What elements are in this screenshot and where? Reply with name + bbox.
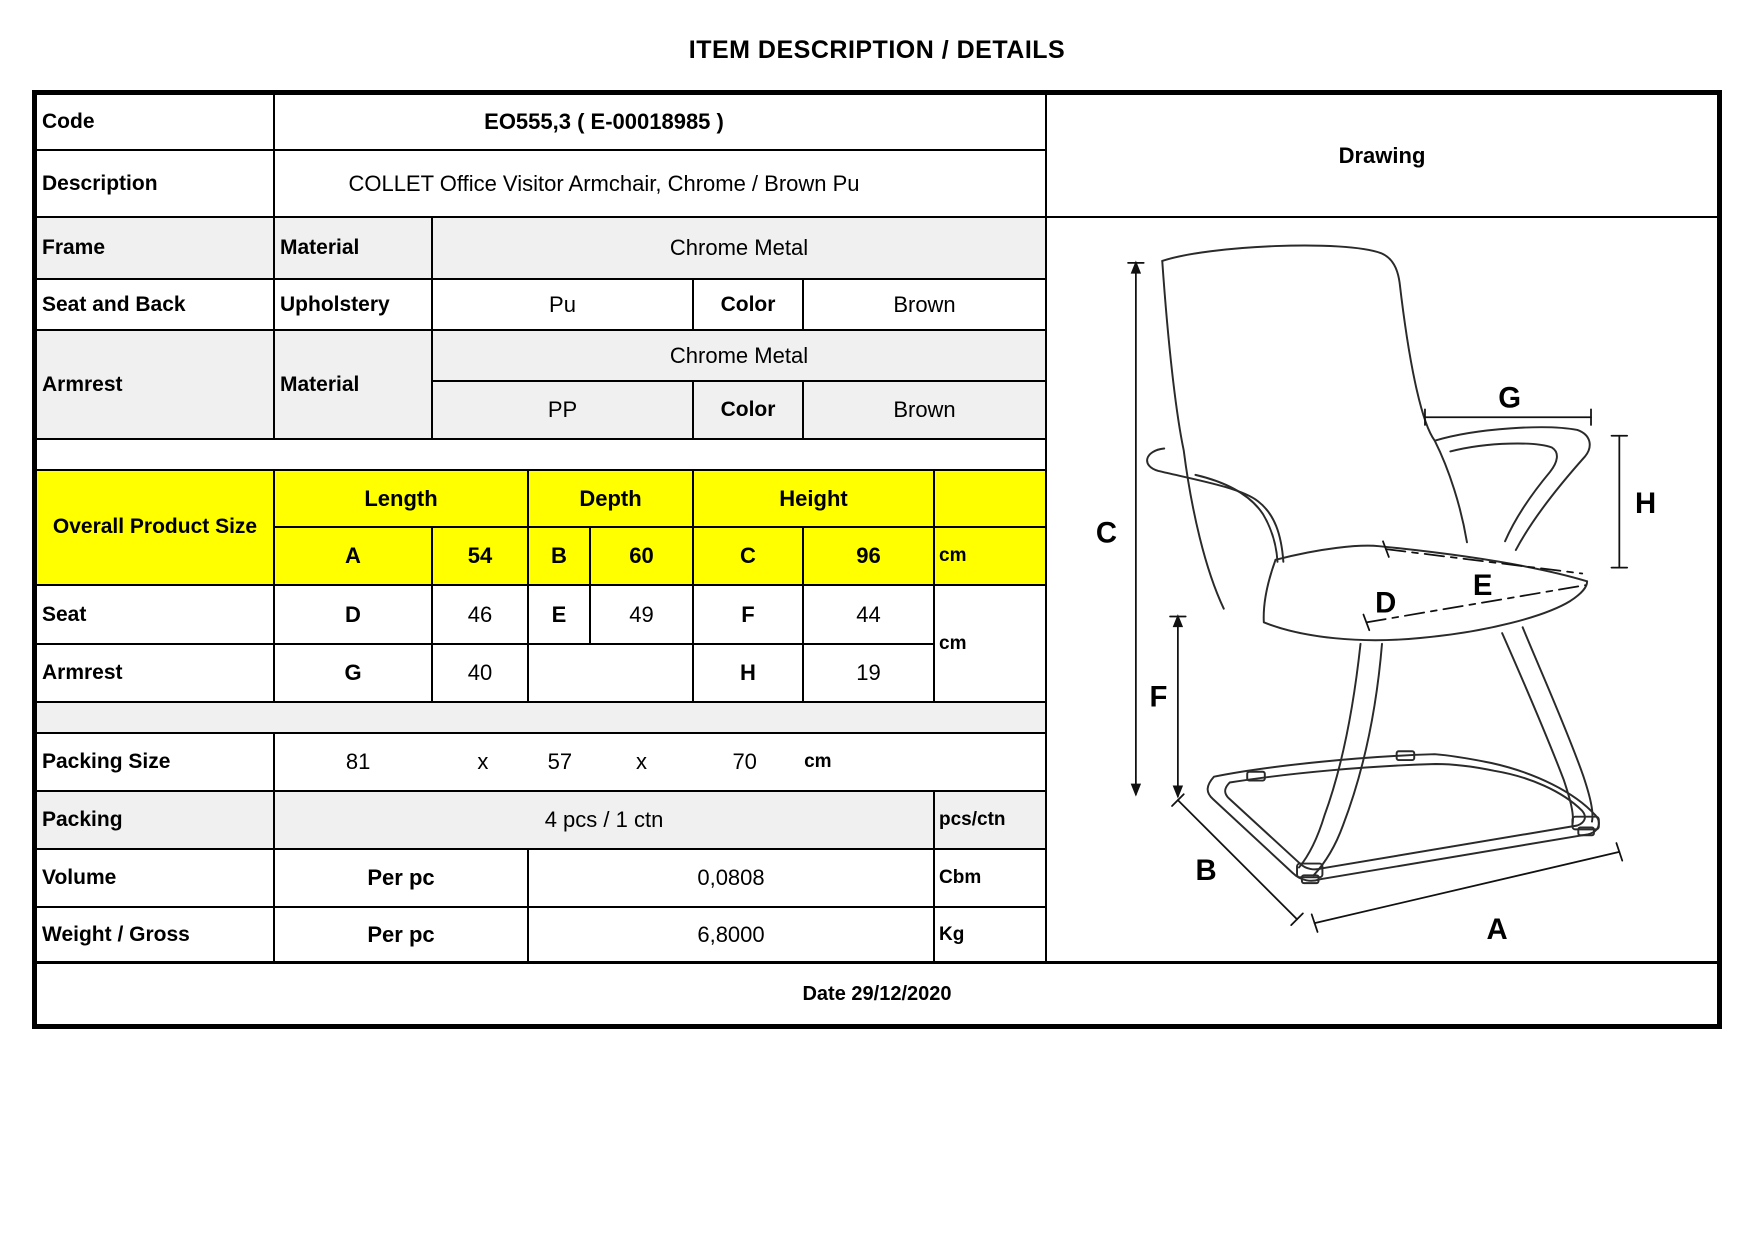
page-title: ITEM DESCRIPTION / DETAILS xyxy=(688,36,1066,64)
seat-armrest-unit: cm xyxy=(935,586,1047,703)
seat-height-value: 44 xyxy=(804,586,935,645)
dim-label-c: C xyxy=(1095,516,1118,550)
armrest-length-key: G xyxy=(275,645,433,703)
overall-depth-key: B xyxy=(529,528,591,586)
weight-value: 6,8000 xyxy=(529,908,935,964)
armrest-material-label: Material xyxy=(275,331,433,440)
description-label: Description xyxy=(37,151,275,218)
code-label: Code xyxy=(37,95,275,151)
seat-length-key: D xyxy=(275,586,433,645)
overall-depth-value: 60 xyxy=(591,528,694,586)
packing-size-label: Packing Size xyxy=(37,734,275,792)
packing-label: Packing xyxy=(37,792,275,850)
overall-height-key: C xyxy=(694,528,804,586)
packing-unit: pcs/ctn xyxy=(935,792,1047,850)
spacer-row-1 xyxy=(37,440,1047,471)
armrest-length-value: 40 xyxy=(433,645,529,703)
armrest-empty-cell xyxy=(529,645,694,703)
frame-material-label: Material xyxy=(275,218,433,280)
overall-height-value: 96 xyxy=(804,528,935,586)
volume-basis: Per pc xyxy=(275,850,529,908)
armrest-material-value-2: PP xyxy=(433,382,694,440)
height-header: Height xyxy=(694,471,935,528)
weight-basis: Per pc xyxy=(275,908,529,964)
packing-size-depth: 57 xyxy=(547,749,573,774)
code-value: EO555,3 ( E-00018985 ) xyxy=(275,95,1047,151)
seat-row-label: Seat xyxy=(37,586,275,645)
armrest-color-label: Color xyxy=(694,382,804,440)
frame-label: Frame xyxy=(37,218,275,280)
volume-value: 0,0808 xyxy=(529,850,935,908)
armrest-material-value-1: Chrome Metal xyxy=(433,331,1047,382)
yellow-empty-unit xyxy=(935,471,1047,528)
overall-unit: cm xyxy=(935,528,1047,586)
seat-depth-value: 49 xyxy=(591,586,694,645)
description-value: COLLET Office Visitor Armchair, Chrome / Brown Pu xyxy=(275,151,1047,218)
spacer-row-2 xyxy=(37,703,1047,734)
packing-size-x1: x xyxy=(477,749,489,774)
seat-depth-key: E xyxy=(529,586,591,645)
dim-label-h: H xyxy=(1634,486,1657,520)
drawing-header: Drawing xyxy=(1047,95,1717,218)
seat-height-key: F xyxy=(694,586,804,645)
spec-table xyxy=(32,90,1722,1029)
seat-back-color-label: Color xyxy=(694,280,804,331)
seat-back-label: Seat and Back xyxy=(37,280,275,331)
weight-unit: Kg xyxy=(935,908,1047,964)
date-row: Date 29/12/2020 xyxy=(37,964,1717,1024)
drawing-area xyxy=(1047,218,1717,964)
volume-unit: Cbm xyxy=(935,850,1047,908)
chair-drawing xyxy=(1047,218,1717,961)
armrest-label: Armrest xyxy=(37,331,275,440)
depth-header: Depth xyxy=(529,471,694,528)
dim-label-d: D xyxy=(1375,586,1397,620)
weight-label: Weight / Gross xyxy=(37,908,275,964)
overall-length-value: 54 xyxy=(433,528,529,586)
armrest-height-value: 19 xyxy=(804,645,935,703)
upholstery-value: Pu xyxy=(433,280,694,331)
length-header: Length xyxy=(275,471,529,528)
packing-size-length: 81 xyxy=(345,749,371,774)
dim-label-f: F xyxy=(1149,680,1168,714)
upholstery-label: Upholstery xyxy=(275,280,433,331)
seat-back-color-value: Brown xyxy=(804,280,1047,331)
seat-length-value: 46 xyxy=(433,586,529,645)
packing-size-unit: cm xyxy=(804,751,832,772)
armrest-row-label: Armrest xyxy=(37,645,275,703)
dim-label-b: B xyxy=(1195,854,1217,888)
frame-material-value: Chrome Metal xyxy=(433,218,1047,280)
packing-value: 4 pcs / 1 ctn xyxy=(275,792,935,850)
packing-size-x2: x xyxy=(636,749,648,774)
armrest-height-key: H xyxy=(694,645,804,703)
overall-length-key: A xyxy=(275,528,433,586)
armrest-color-value: Brown xyxy=(804,382,1047,440)
volume-label: Volume xyxy=(37,850,275,908)
dim-label-g: G xyxy=(1498,381,1522,415)
overall-size-label: Overall Product Size xyxy=(37,471,275,586)
packing-size-height: 70 xyxy=(732,749,757,774)
packing-size-values xyxy=(275,734,1047,792)
dim-label-a: A xyxy=(1486,912,1508,946)
dim-label-e: E xyxy=(1472,568,1493,602)
